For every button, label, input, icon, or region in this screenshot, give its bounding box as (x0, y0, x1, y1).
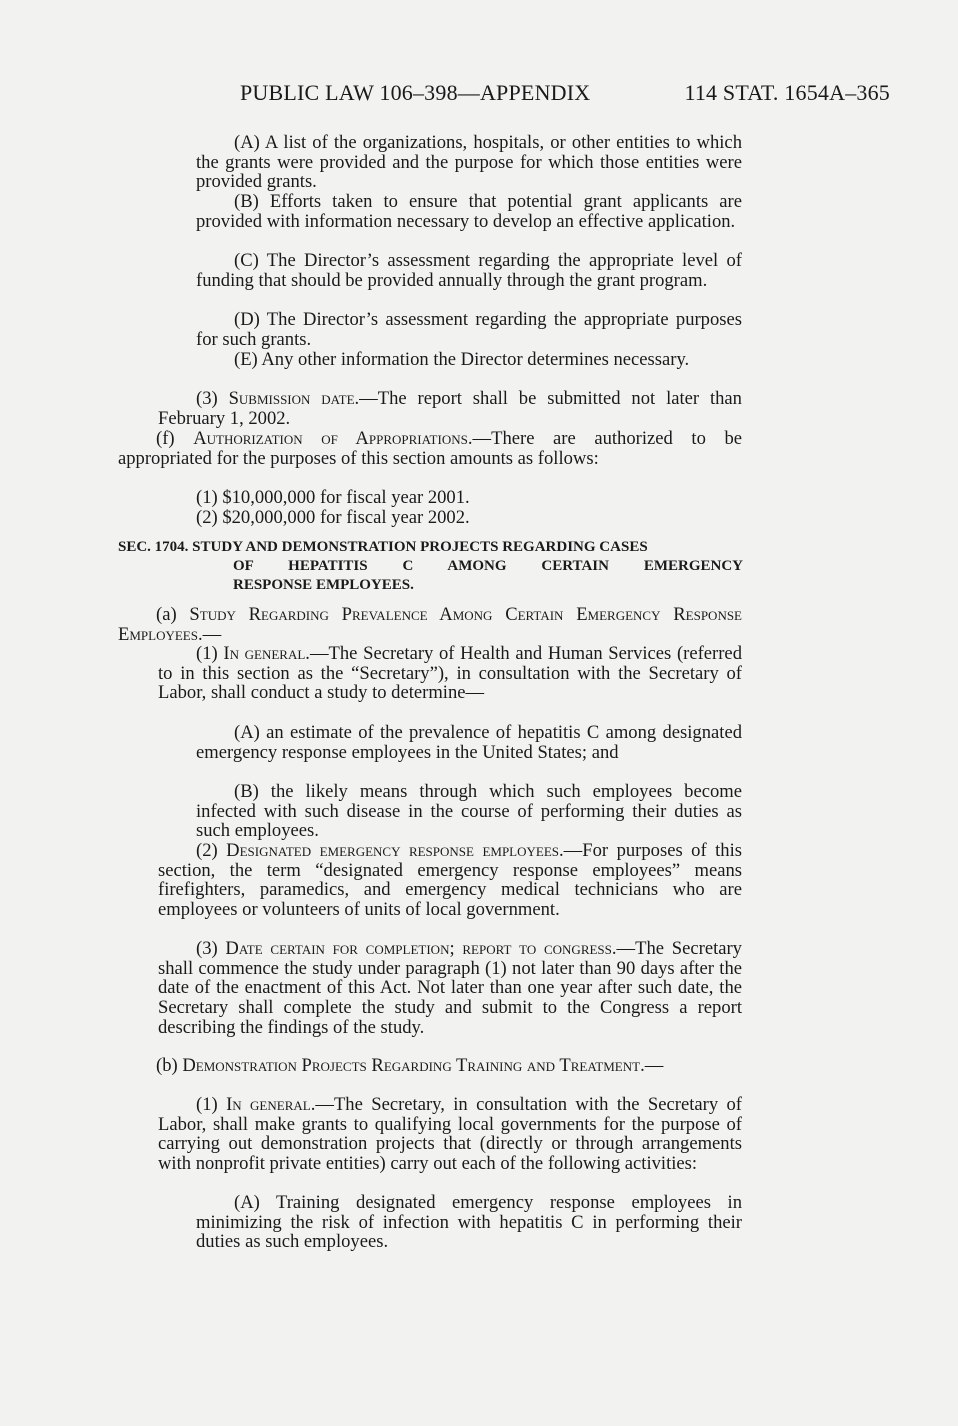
paragraph-number: (3) (196, 388, 218, 409)
paragraph-E: (E) Any other information the Director determines necessary. (234, 349, 690, 370)
section-heading-line3: RESPONSE EMPLOYEES. (233, 577, 414, 593)
paragraph-B: (B) Efforts taken to ensure that potential grant applicants are provided with information necessary to develop an effective application. (196, 191, 742, 232)
appropriation-2001: (1) $10,000,000 for fiscal year 2001. (196, 487, 470, 508)
paragraph-heading: Submission date. (228, 388, 360, 409)
paragraph-heading: In general. (226, 1094, 316, 1115)
paragraph-text: —For purposes of this section, the term “designated emergency response employees” means firefighters, paramedics, and emergency medical technicians who are employees or volunteers of units of local government. (158, 840, 743, 921)
subsection-number: (a) (156, 604, 177, 625)
section-heading-line2: OF HEPATITIS C AMONG CERTAIN EMERGENCY (233, 558, 743, 574)
subsection-a (118, 605, 742, 644)
paragraph-a1B: (B) the likely means through which such employees become infected with such disease in the course of performing their duties as such employees. (196, 781, 742, 842)
paragraph-number: (1) (196, 643, 218, 664)
paragraph-C: (C) The Director’s assessment regarding the appropriate level of funding that should be provided annually through the grant program. (196, 250, 742, 291)
paragraph-b1A: (A) Training designated emergency response employees in minimizing the risk of infection with hepatitis C in performing their duties as such employees. (196, 1192, 742, 1253)
paragraph-a3 (158, 939, 742, 1038)
subsection-heading: Demonstration Projects Regarding Training and Treatment. (182, 1055, 645, 1076)
paragraph-a2 (158, 841, 742, 920)
paragraph-A: (A) A list of the organizations, hospitals, or other entities to which the grants were provided and the purpose for which those entities were provided grants. (196, 132, 742, 193)
section-heading: SEC. 1704. STUDY AND DEMONSTRATION PROJECTS REGARDING CASES (118, 539, 648, 555)
paragraph-a1A: (A) an estimate of the prevalence of hepatitis C among designated emergency response employees in the United States; and (196, 722, 742, 763)
running-head: PUBLIC LAW 106–398—APPENDIX (240, 80, 591, 105)
paragraph-authorization (118, 429, 742, 468)
paragraph-submission-date (158, 389, 742, 428)
paragraph-b1 (158, 1095, 742, 1174)
paragraph-number: (3) (196, 938, 218, 959)
paragraph-number: (2) (196, 840, 218, 861)
paragraph-text: —The Secretary, in consultation with the Secretary of Labor, shall make grants to qualifying local governments for the purpose of carrying out demonstration projects that (directly or through arrangements with nonprofit private entities) carry out each of the following activities: (158, 1094, 742, 1175)
paragraph-text: —The Secretary of Health and Human Services (referred to in this section as the “Secretary”), in consultation with the Secretary of Labor, shall conduct a study to determine— (158, 643, 742, 704)
subsection-b (118, 1056, 742, 1076)
subsection-dash: — (202, 623, 222, 645)
paragraph-text: —The report shall be submitted not later than February 1, 2002. (158, 388, 742, 429)
paragraph-heading: Date certain for completion; report to congress. (225, 938, 617, 959)
subsection-heading: Study Regarding Prevalence Among Certain Emergency Response Employees. (118, 604, 742, 645)
paragraph-heading: Designated emergency response employees. (226, 840, 564, 861)
subsection-number: (b) (156, 1055, 178, 1076)
paragraph-text: —The Secretary shall commence the study under paragraph (1) not later than 90 days after the date of the enactment of this Act. Not later than one year after such date, the Secretary shall complete the study and submit to the Congress a report describing the findings of the study. (158, 938, 742, 1038)
paragraph-text: —There are authorized to be appropriated for the purposes of this section amounts as follows: (118, 428, 743, 469)
paragraph-heading: In general. (223, 643, 310, 664)
paragraph-heading: Authorization of Appropriations. (193, 428, 473, 449)
paragraph-number: (f) (156, 428, 175, 449)
page-number: 114 STAT. 1654A–365 (684, 80, 890, 105)
subsection-dash: — (644, 1055, 664, 1076)
paragraph-D: (D) The Director’s assessment regarding the appropriate purposes for such grants. (196, 309, 742, 350)
paragraph-a1 (158, 644, 742, 703)
paragraph-number: (1) (196, 1094, 218, 1115)
appropriation-2002: (2) $20,000,000 for fiscal year 2002. (196, 507, 470, 528)
